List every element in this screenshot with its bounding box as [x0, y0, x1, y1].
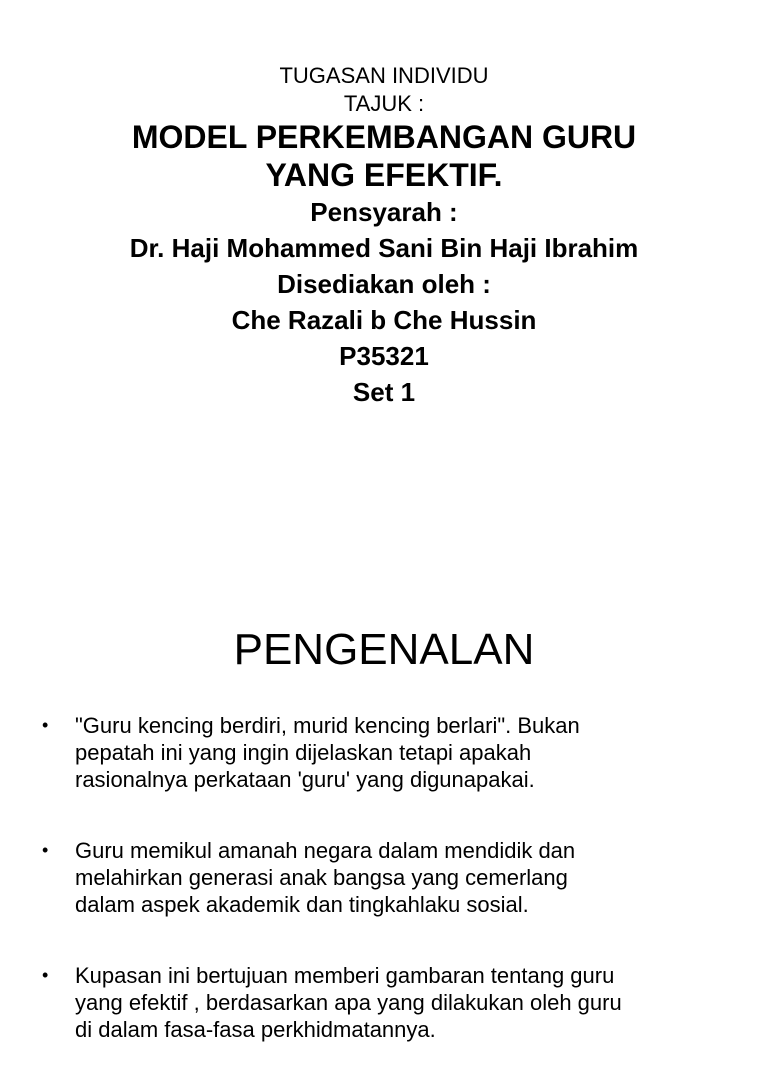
lecturer-label: Pensyarah : [310, 197, 458, 227]
bullet-text-line: di dalam fasa-fasa perkhidmatannya. [75, 1017, 436, 1042]
bullet-text-line: "Guru kencing berdiri, murid kencing berlari". Bukan [75, 713, 580, 738]
list-item [40, 712, 740, 793]
bullet-text-line: pepatah ini yang ingin dijelaskan tetapi apakah [75, 740, 532, 765]
bullet-icon: • [42, 840, 49, 860]
list-item [40, 962, 740, 1043]
bullet-text-line: Guru memikul amanah negara dalam mendidik dan [75, 838, 576, 863]
list-item [40, 837, 740, 918]
matric-number: P35321 [339, 341, 429, 371]
bullet-icon: • [42, 965, 49, 985]
bullet-text-line: yang efektif , berdasarkan apa yang dilakukan oleh guru [75, 990, 622, 1015]
bullet-icon: • [42, 715, 49, 735]
intro-bullet-list [40, 712, 740, 1087]
assignment-type: TUGASAN INDIVIDU [279, 63, 489, 88]
topic-label: TAJUK : [343, 91, 425, 116]
lecturer-name: Dr. Haji Mohammed Sani Bin Haji Ibrahim [129, 233, 639, 263]
intro-heading: PENGENALAN [233, 625, 535, 674]
bullet-text-line: dalam aspek akademik dan tingkahlaku sosial. [75, 892, 529, 917]
bullet-text-line: Kupasan ini bertujuan memberi gambaran tentang guru [75, 963, 615, 988]
document-title-line-1: MODEL PERKEMBANGAN GURU [131, 119, 637, 155]
prepared-by-label: Disediakan oleh : [277, 269, 491, 299]
cover-section [0, 62, 768, 410]
bullet-text-line: rasionalnya perkataan 'guru' yang digunapakai. [75, 767, 535, 792]
bullet-text-line: melahirkan generasi anak bangsa yang cemerlang [75, 865, 568, 890]
document-title-line-2: YANG EFEKTIF. [265, 157, 503, 193]
set-number: Set 1 [352, 377, 416, 407]
author-name: Che Razali b Che Hussin [231, 305, 537, 335]
